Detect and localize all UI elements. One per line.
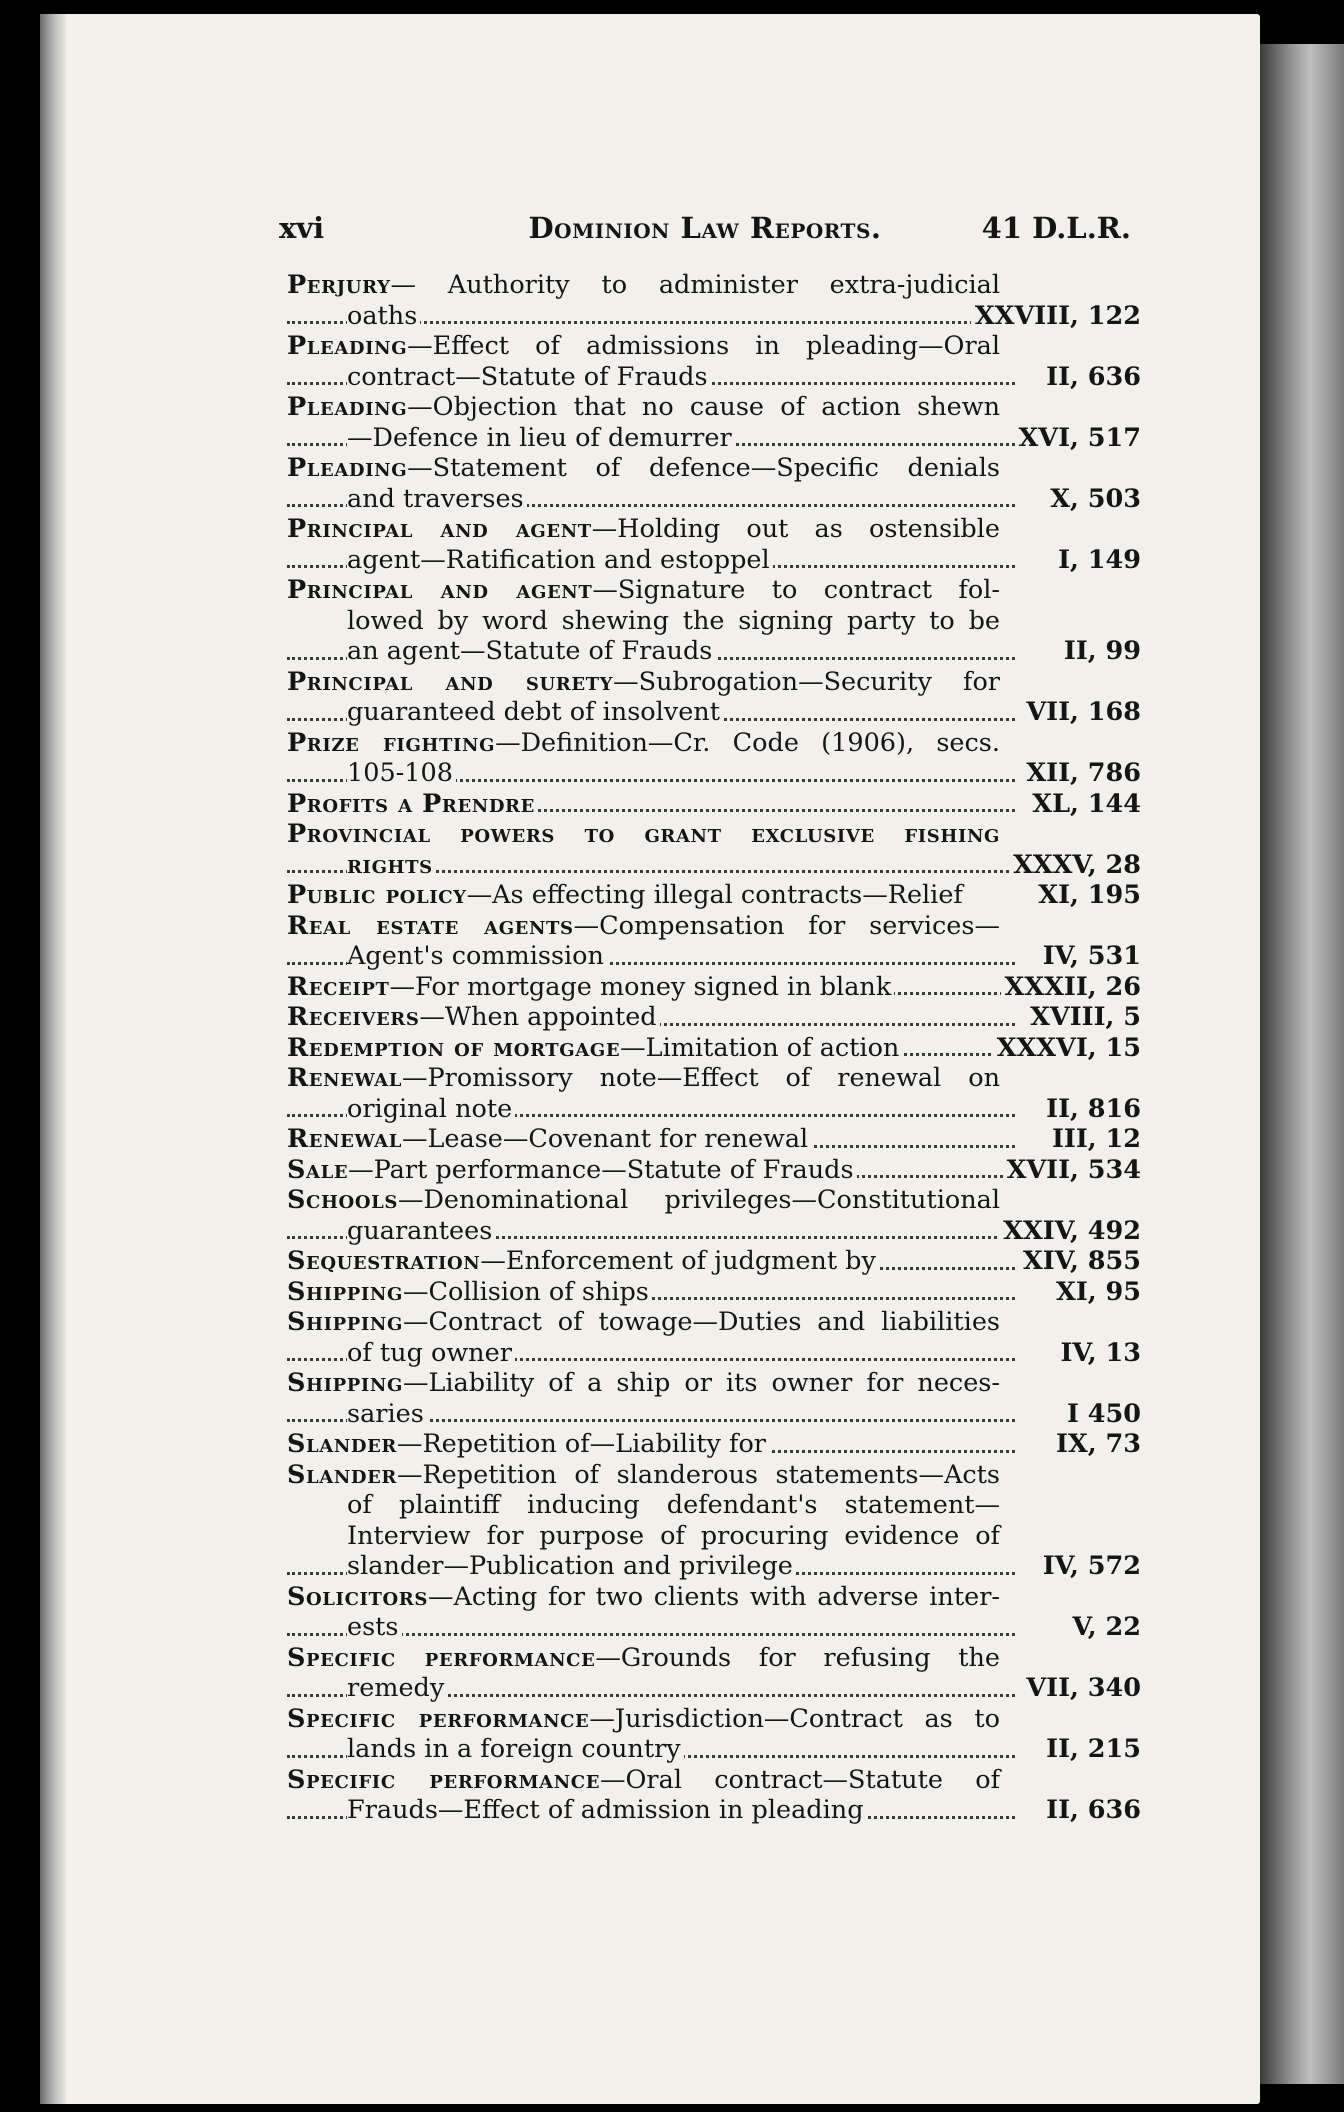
index-entry-text: guarantees [347,1215,493,1246]
index-entry-line [287,484,1141,515]
index-heading: Pleading [287,392,408,422]
index-entry-text: agent—Ratification and estoppel [347,544,770,575]
volume-page-reference: XXXVI, 15 [993,1033,1141,1064]
volume-page-reference: II, 215 [1019,1734,1141,1765]
volume-page-reference: IV, 572 [1019,1551,1141,1582]
index-entry [287,1429,1141,1460]
volume-page-reference: IX, 73 [1019,1429,1141,1460]
index-entry-line [287,1795,1141,1826]
index-entry-line [287,1582,1141,1613]
index-entry-line [287,392,1141,423]
index-entry-text: —Promissory note—Effect of renewal on [401,1063,1000,1093]
index-entry-text: —Defence in lieu of demurrer [347,422,732,453]
volume-page-reference: X, 503 [1019,484,1141,515]
index-heading: Provincial powers to grant exclusive fishing [287,819,1000,849]
index-entry-line [287,697,1141,728]
index-entry-line [287,545,1141,576]
index-entry [287,789,1141,820]
index-entry-text: lands in a foreign country [347,1734,681,1764]
index-heading: Redemption of mortgage [287,1032,621,1063]
index-entry-text: an agent—Statute of Frauds [347,636,713,666]
index-heading: Specific performance [287,1764,601,1795]
index-heading: Receivers [287,1002,420,1032]
index-entry [287,911,1141,972]
page-edge-shadow [1260,44,1344,2084]
page-number: xvi [279,211,325,245]
index-entry-text: 105-108 [347,758,453,788]
index-entry [287,880,1141,911]
index-entry-text: Agent's commission [347,941,604,971]
index-entry-line [287,1338,1141,1369]
index-entry-text: and traverses [347,483,524,514]
index-entry-line [287,453,1141,484]
index-entry [287,331,1141,392]
index-heading: Pleading [287,453,408,483]
index-heading: Principal and surety [287,666,614,697]
index-entry-line [287,1094,1141,1125]
index-entry-text: —For mortgage money signed in blank [389,971,892,1002]
volume-page-reference: II, 816 [1019,1094,1141,1125]
index-heading: Shipping [287,1276,403,1307]
index-heading: Shipping [287,1307,403,1337]
index-entry [287,575,1141,667]
volume-page-reference: II, 636 [1019,362,1141,393]
index-entry-text: —Grounds for refusing the [595,1642,1001,1673]
index-entry [287,1033,1141,1064]
index-heading: Specific performance [287,1642,596,1673]
volume-page-reference: IV, 531 [1019,941,1141,972]
volume-page-reference: II, 636 [1019,1795,1141,1826]
index-entry-text: —Collision of ships [402,1276,649,1307]
volume-page-reference: II, 99 [1019,636,1141,667]
volume-page-reference: XXXV, 28 [1009,850,1141,881]
index-entry [287,1246,1141,1277]
index-entry-line [287,1307,1141,1338]
index-entry-text: lowed by word shewing the signing party to be [347,605,1000,636]
index-entry-text: rights [347,849,433,880]
index-heading: Pleading [287,331,408,361]
index-entry [287,1765,1141,1826]
index-entry-text: —Jurisdiction—Contract as to [589,1703,1000,1734]
index-entry-line [287,1124,1141,1155]
index-entry-line [287,514,1141,545]
index-entry-text: saries [347,1398,424,1429]
index-entry-text: —Holding out as ostensible [591,514,1000,544]
index-entry-line [287,1460,1141,1491]
index-entry [287,819,1141,880]
volume-page-reference: VII, 168 [1019,697,1141,728]
index-entry-line [287,1673,1141,1704]
index-entry-line [287,1734,1141,1765]
index-entry-text: original note [347,1093,513,1124]
index-heading: Profits a Prendre [287,788,535,819]
index-entry-line [287,362,1141,393]
index-entry [287,1155,1141,1186]
index-entry-text: contract—Statute of Frauds [347,361,708,392]
index-heading: Public policy [287,880,467,910]
index-entry-text: —Part performance—Statute of Frauds [348,1154,854,1185]
index-entry-text: — Authority to administer extra-judicial [390,270,1000,300]
index-entry-line [287,1277,1141,1308]
volume-page-reference: XXVIII, 122 [971,301,1141,332]
volume-page-reference: IV, 13 [1019,1338,1141,1369]
index-entry-text: ests [347,1612,399,1642]
index-entry [287,1307,1141,1368]
index-entry-text: —Subrogation—Security for [613,666,1000,697]
index-entry [287,392,1141,453]
index-entry-line [287,636,1141,667]
index-entry-line [287,758,1141,789]
index-heading: Slander [287,1429,397,1459]
index-entry-text: —Objection that no cause of action shewn [407,392,1000,422]
index-entry-line [287,1612,1141,1643]
index-entry [287,1704,1141,1765]
index-heading: Principal and agent [287,514,592,544]
index-heading: Sale [287,1154,349,1185]
index-entry-line [287,1429,1141,1460]
index-entry-text: —Definition—Cr. Code (1906), secs. [495,727,1000,758]
index-entry-text: Frauds—Effect of admission in pleading [347,1795,864,1825]
index-entry-line [287,1063,1141,1094]
index-entry-line [287,941,1141,972]
index-entry-line [287,1368,1141,1399]
index-entry-text: —Repetition of—Liability for [396,1429,766,1459]
index-entry-text: —Repetition of slanderous statements—Acts [396,1459,1000,1490]
index-entry-text: —Signature to contract fol- [592,575,1000,605]
index-entry-line [287,728,1141,759]
index-entry-text: —Oral contract—Statute of [600,1764,1001,1795]
index-entry [287,972,1141,1003]
index-entry-line [287,911,1141,942]
index-entry-text: —Statement of defence—Specific denials [407,453,1000,483]
index-heading: Renewal [287,1063,402,1093]
index-entry-text: —Liability of a ship or its owner for neces- [402,1368,1000,1398]
index-entry-text: guaranteed debt of insolvent [347,697,720,727]
index-entry-line [287,1033,1141,1064]
volume-reference: 41 D.L.R. [981,211,1131,245]
index-entry-text: Interview for purpose of procuring evidence of [347,1520,1000,1551]
index-heading: Solicitors [287,1581,428,1612]
index-heading: Renewal [287,1124,402,1154]
index-entry-line [287,575,1141,606]
index-list [287,270,1141,1826]
index-entry-line [287,1002,1141,1033]
index-entry-line [287,1704,1141,1735]
index-entry-text: —When appointed [419,1002,657,1032]
index-heading: Shipping [287,1368,403,1398]
index-entry-line [287,1155,1141,1186]
index-heading: Sequestration [287,1246,481,1276]
index-heading: Schools [287,1185,398,1215]
index-entry-text: of plaintiff inducing defendant's statement— [347,1490,1000,1520]
running-title: Dominion Law Reports. [528,211,882,245]
index-entry-line [287,667,1141,698]
index-entry-line [287,789,1141,820]
volume-page-reference: XXIV, 492 [999,1216,1141,1247]
index-entry [287,1124,1141,1155]
index-entry-line [287,1643,1141,1674]
index-heading: Principal and agent [287,575,593,605]
volume-page-reference: V, 22 [1019,1612,1141,1643]
index-entry-line [287,1399,1141,1430]
index-entry-line [287,1765,1141,1796]
index-entry [287,1277,1141,1308]
volume-page-reference: XIV, 855 [1019,1246,1141,1277]
index-entry [287,728,1141,789]
index-heading: Specific performance [287,1703,590,1734]
index-entry-line [287,819,1141,850]
index-entry-line [287,606,1141,637]
index-entry [287,1460,1141,1582]
volume-page-reference: I 450 [1019,1399,1141,1430]
index-entry-line [287,423,1141,454]
index-heading: Perjury [287,270,391,300]
index-entry-line [287,880,1141,911]
index-entry [287,1185,1141,1246]
index-entry-text: —Limitation of action [620,1032,900,1063]
index-heading: Prize fighting [287,727,496,758]
index-entry-text: —Compensation for services— [573,910,1000,941]
index-entry-text: —Enforcement of judgment by [480,1246,876,1276]
index-entry-text: —As effecting illegal contracts—Relief [466,880,963,910]
index-entry-text: oaths [347,300,418,331]
index-entry-line [287,1521,1141,1552]
index-entry-line [287,1246,1141,1277]
index-entry-text: remedy [347,1673,445,1703]
volume-page-reference: XVII, 534 [1003,1155,1141,1186]
volume-page-reference: VII, 340 [1019,1673,1141,1704]
volume-page-reference: XL, 144 [1019,789,1141,820]
index-entry-line [287,972,1141,1003]
index-entry-line [287,1551,1141,1582]
index-entry-text: of tug owner [347,1337,512,1368]
index-entry [287,514,1141,575]
index-entry [287,1582,1141,1643]
index-entry-line [287,1216,1141,1247]
index-entry-text: slander—Publication and privilege [347,1551,793,1581]
index-entry-line [287,1185,1141,1216]
index-entry-line [287,850,1141,881]
index-entry [287,1368,1141,1429]
volume-page-reference: XVIII, 5 [1019,1002,1141,1033]
index-entry [287,270,1141,331]
index-entry-text: —Lease—Covenant for renewal [401,1124,809,1154]
index-heading: Slander [287,1459,397,1490]
volume-page-reference: XVI, 517 [1015,423,1141,454]
volume-page-reference: XI, 195 [1019,880,1141,911]
index-entry-line [287,331,1141,362]
index-entry-line [287,1490,1141,1521]
index-entry [287,453,1141,514]
index-entry [287,667,1141,728]
index-heading: Receipt [287,971,390,1002]
index-entry-text: —Denominational privileges—Constitutional [397,1185,1000,1215]
index-heading: Real estate agents [287,910,574,941]
page-binding-shadow [40,14,66,2104]
index-entry [287,1063,1141,1124]
volume-page-reference: III, 12 [1019,1124,1141,1155]
index-entry-text: —Acting for two clients with adverse inter- [427,1581,1000,1612]
index-entry-line [287,270,1141,301]
index-entry-text: —Effect of admissions in pleading—Oral [407,331,1000,361]
index-entry-text: —Contract of towage—Duties and liabilities [402,1307,1000,1337]
volume-page-reference: XII, 786 [1019,758,1141,789]
index-entry [287,1643,1141,1704]
running-head [279,205,1131,253]
index-entry [287,1002,1141,1033]
index-entry-line [287,301,1141,332]
volume-page-reference: XXXII, 26 [1001,972,1141,1003]
volume-page-reference: XI, 95 [1019,1277,1141,1308]
volume-page-reference: I, 149 [1019,545,1141,576]
